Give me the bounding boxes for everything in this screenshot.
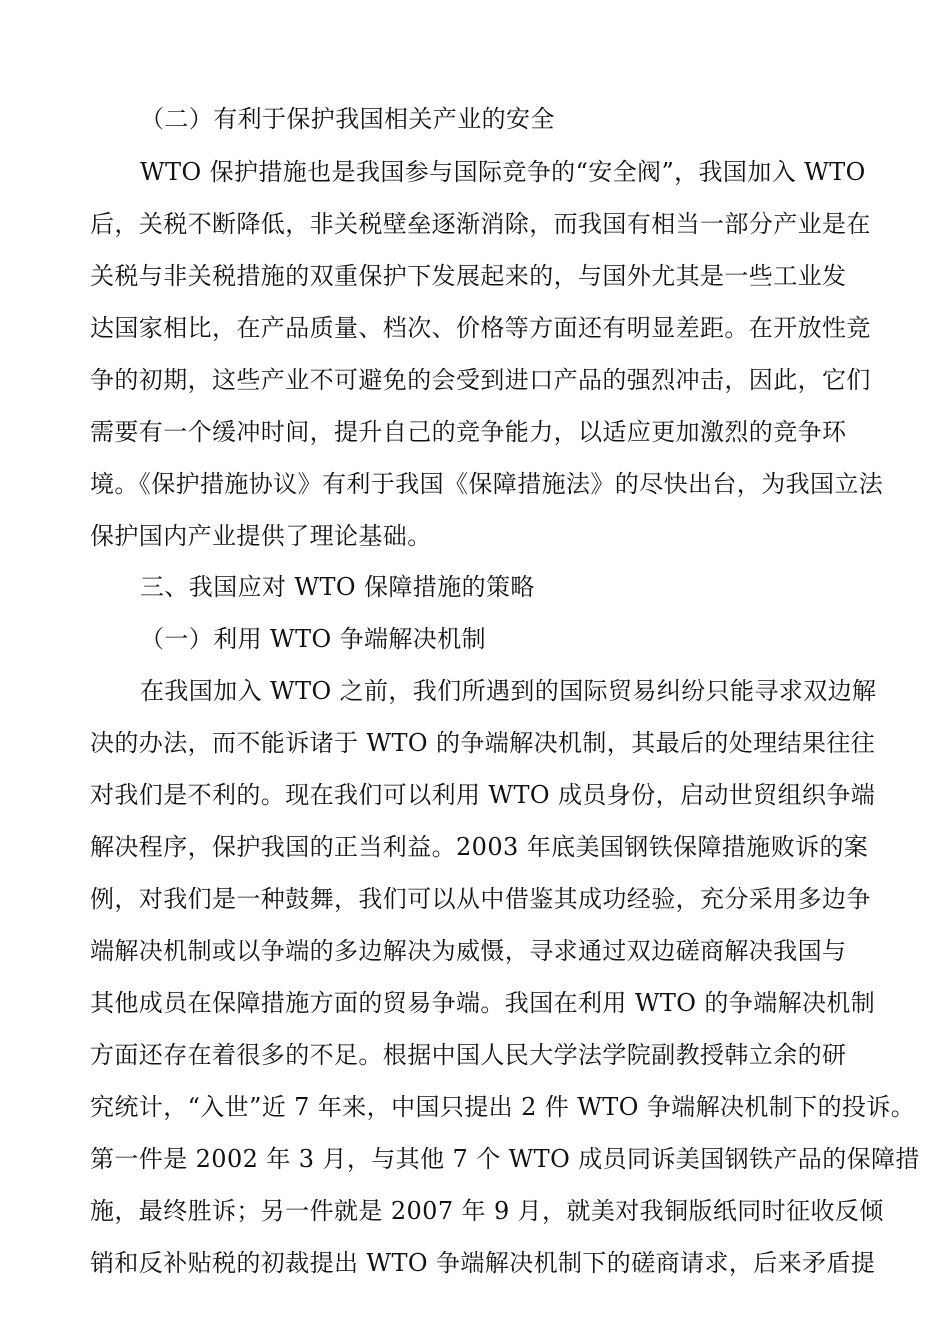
paragraph-2-line-12: 销和反补贴税的初裁提出 WTO 争端解决机制下的磋商请求，后来矛盾提 — [90, 1249, 876, 1277]
paragraph-1-line-3: 关税与非关税措施的双重保护下发展起来的，与国外尤其是一些工业发 — [90, 262, 847, 290]
paragraph-2-line-9: 究统计，“入世”近 7 年来，中国只提出 2 件 WTO 争端解决机制下的投诉。 — [90, 1093, 916, 1121]
paragraph-1-line-7: 境。《保护措施协议》有利于我国《保障措施法》的尽快出台，为我国立法 — [90, 470, 884, 498]
paragraph-2-line-4: 解决程序，保护我国的正当利益。2003 年底美国钢铁保障措施败诉的案 — [90, 833, 869, 861]
paragraph-1-line-1: WTO 保护措施也是我国参与国际竞争的“安全阀”，我国加入 WTO — [140, 158, 866, 186]
paragraph-2-line-7: 其他成员在保障措施方面的贸易争端。我国在利用 WTO 的争端解决机制 — [90, 989, 876, 1017]
section-heading-3-1: （一）利用 WTO 争端解决机制 — [140, 625, 487, 653]
paragraph-2-line-1: 在我国加入 WTO 之前，我们所遇到的国际贸易纠纷只能寻求双边解 — [140, 677, 877, 705]
paragraph-2-line-11: 施，最终胜诉；另一件就是 2007 年 9 月，就美对我铜版纸同时征收反倾 — [90, 1197, 884, 1225]
paragraph-1-line-2: 后，关税不断降低，非关税壁垒逐渐消除，而我国有相当一部分产业是在 — [90, 210, 871, 238]
section-heading-3: 三、我国应对 WTO 保障措施的策略 — [140, 573, 535, 601]
paragraph-1-line-5: 争的初期，这些产业不可避免的会受到进口产品的强烈冲击，因此，它们 — [90, 366, 871, 394]
paragraph-2-line-8: 方面还存在着很多的不足。根据中国人民大学法学院副教授韩立余的研 — [90, 1041, 847, 1069]
paragraph-2-line-3: 对我们是不利的。现在我们可以利用 WTO 成员身份，启动世贸组织争端 — [90, 781, 876, 809]
paragraph-2-line-10: 第一件是 2002 年 3 月，与其他 7 个 WTO 成员同诉美国钢铁产品的保障措 — [90, 1145, 920, 1173]
paragraph-2-line-5: 例，对我们是一种鼓舞，我们可以从中借鉴其成功经验，充分采用多边争 — [90, 885, 871, 913]
paragraph-1-line-4: 达国家相比，在产品质量、档次、价格等方面还有明显差距。在开放性竞 — [90, 314, 871, 342]
paragraph-2-line-2: 决的办法，而不能诉诸于 WTO 的争端解决机制，其最后的处理结果往往 — [90, 729, 876, 757]
paragraph-1-line-8: 保护国内产业提供了理论基础。 — [90, 522, 432, 550]
section-heading-2-2: （二）有利于保护我国相关产业的安全 — [140, 105, 555, 133]
paragraph-2-line-6: 端解决机制或以争端的多边解决为威慑，寻求通过双边磋商解决我国与 — [90, 937, 847, 965]
paragraph-1-line-6: 需要有一个缓冲时间，提升自己的竞争能力，以适应更加激烈的竞争环 — [90, 418, 847, 446]
